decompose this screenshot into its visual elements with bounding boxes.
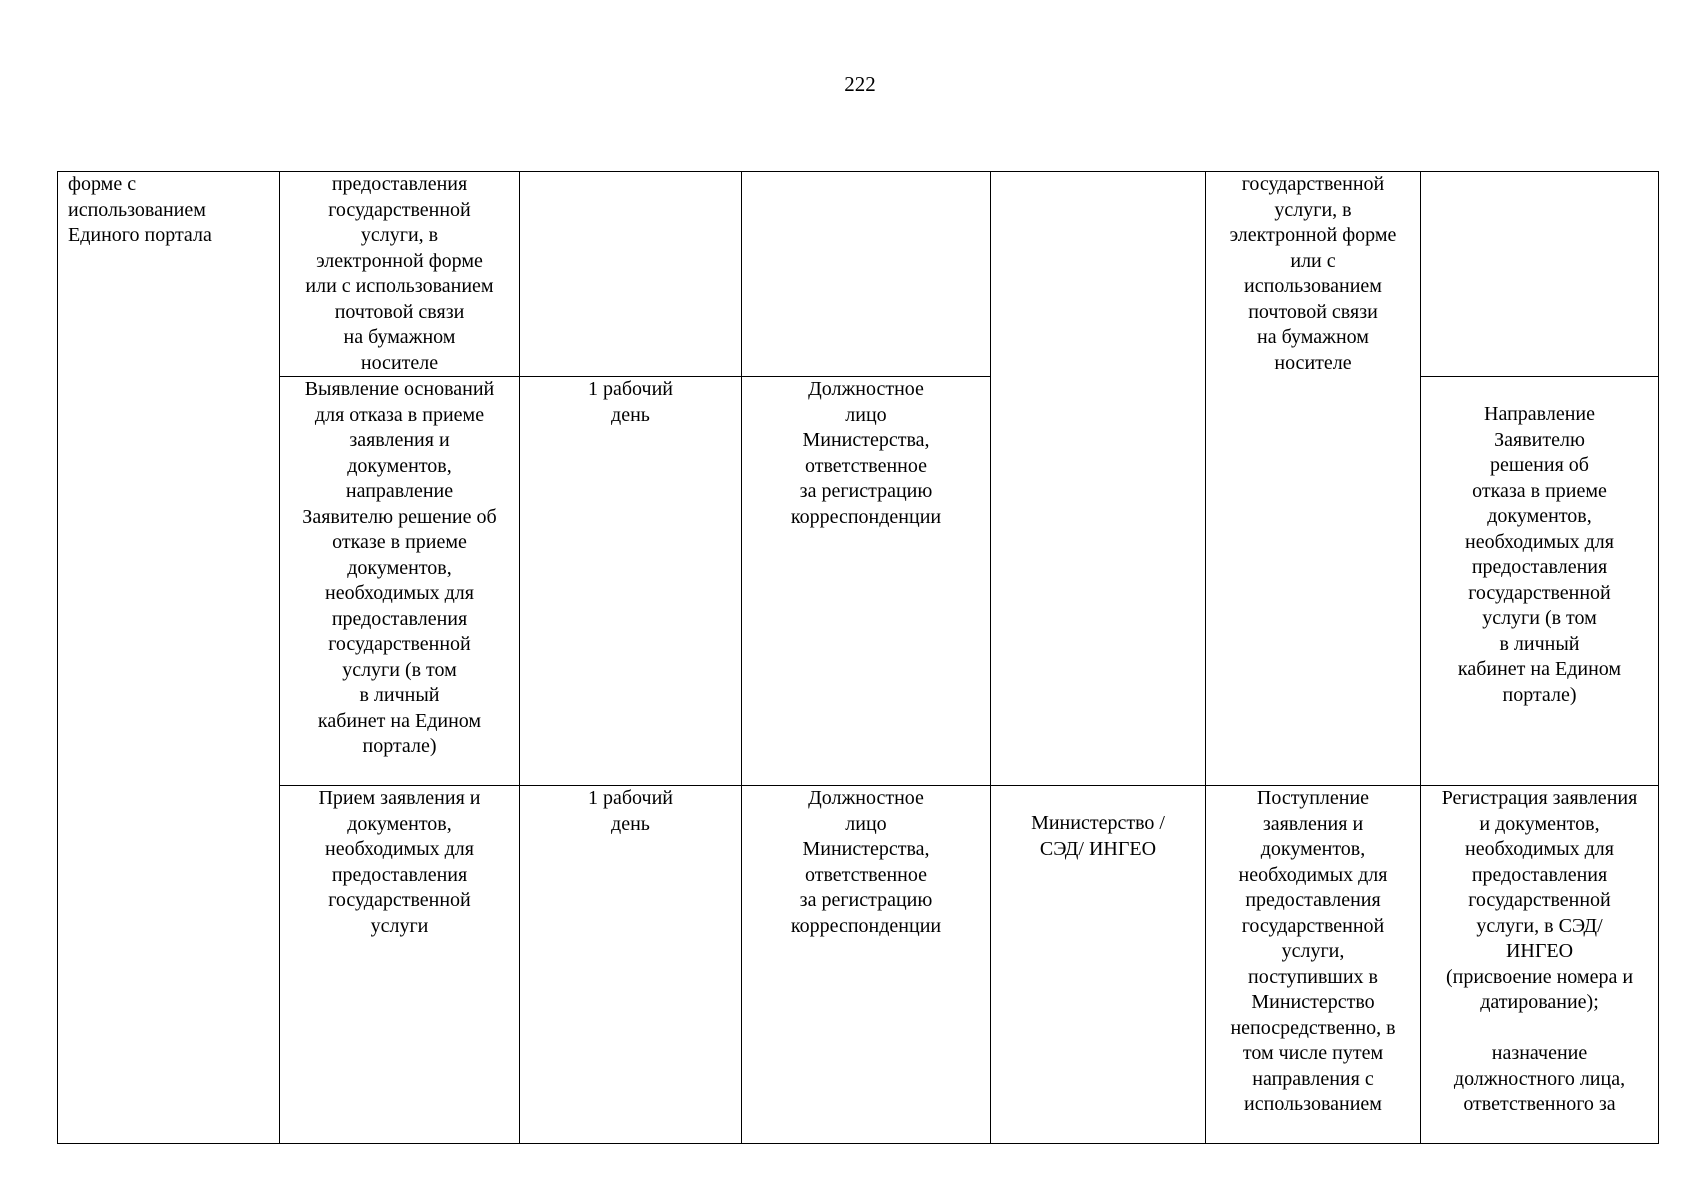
responsible-cell: Должностное лицо Министерства, ответственное за регистрацию корреспонденции	[742, 786, 991, 1144]
basis-cell: форме с использованием Единого портала	[58, 172, 280, 1144]
action-cell: предоставления государственной услуги, в электронной форме или с использованием почтовой связи на бумажном носителе	[280, 172, 520, 377]
system-cell	[991, 172, 1206, 786]
system-cell: Министерство / СЭД/ ИНГЕО	[991, 786, 1206, 1144]
criteria-cell: государственной услуги, в электронной форме или с использованием почтовой связи на бумажном носителе	[1206, 172, 1421, 786]
table-row	[58, 172, 1659, 377]
action-cell: Выявление оснований для отказа в приеме заявления и документов, направление Заявителю решение об отказе в приеме документов, необходимых для предоставления государственной услуги (в том в личный кабинет на Едином портале)	[280, 377, 520, 786]
page-number: 222	[844, 72, 876, 96]
action-cell: Прием заявления и документов, необходимых для предоставления государственной услуги	[280, 786, 520, 1144]
duration-cell: 1 рабочий день	[520, 377, 742, 786]
criteria-cell: Поступление заявления и документов, необходимых для предоставления государственной услуги, поступивших в Министерство непосредственно, в том числе путем направления с использованием	[1206, 786, 1421, 1144]
duration-cell	[520, 172, 742, 377]
duration-cell: 1 рабочий день	[520, 786, 742, 1144]
procedure-table	[57, 171, 1659, 1144]
responsible-cell: Должностное лицо Министерства, ответственное за регистрацию корреспонденции	[742, 377, 991, 786]
outcome-cell	[1421, 172, 1659, 377]
outcome-cell: Направление Заявителю решения об отказа в приеме документов, необходимых для предоставления государственной услуги (в том в личный кабинет на Едином портале)	[1421, 377, 1659, 786]
responsible-cell	[742, 172, 991, 377]
outcome-cell: Регистрация заявления и документов, необходимых для предоставления государственной услуги, в СЭД/ ИНГЕО (присвоение номера и датирование); назначение должностного лица, ответственного за	[1421, 786, 1659, 1144]
table-row	[58, 786, 1659, 1144]
